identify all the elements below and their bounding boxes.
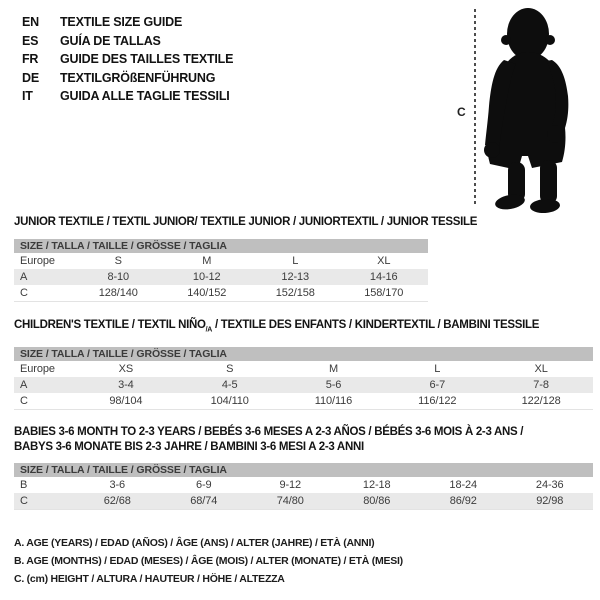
row-label: A — [14, 269, 74, 285]
row-label: Europe — [20, 255, 55, 267]
row-label: C — [20, 287, 28, 299]
lang-title: GUIDA ALLE TAGLIE TESSILI — [60, 89, 230, 104]
size-cell: 80/86 — [334, 493, 421, 510]
footnote-b: B. AGE (MONTHS) / EDAD (MESES) / ÂGE (MOIS) / ALTER (MONATE) / ETÀ (MESI) — [14, 555, 403, 567]
size-cell: 68/74 — [161, 493, 248, 510]
size-cell: 158/170 — [364, 287, 404, 299]
size-cell: 92/98 — [507, 493, 594, 510]
footnote-list — [14, 534, 403, 588]
lang-title: GUÍA DE TALLAS — [60, 33, 161, 48]
size-cell: L — [434, 363, 441, 375]
table-row — [14, 253, 428, 269]
children-title-post: / TEXTILE DES ENFANTS / KINDERTEXTIL / BAMBINI TESSILE — [212, 319, 540, 331]
lang-title: GUIDE DES TAILLES TEXTILE — [60, 52, 234, 67]
table-row — [14, 361, 593, 377]
junior-size-table — [14, 239, 428, 302]
size-header-bar: SIZE / TALLA / TAILLE / GRÖSSE / TAGLIA — [14, 463, 593, 477]
size-cell: 4-5 — [178, 377, 282, 393]
size-cell: 98/104 — [109, 395, 143, 407]
lang-row-it — [22, 87, 233, 106]
size-cell: 6-7 — [385, 377, 489, 393]
size-cell: 74/80 — [247, 493, 334, 510]
babies-table-title — [14, 425, 523, 455]
size-cell: XL — [534, 363, 548, 375]
table-row — [14, 269, 428, 285]
size-cell: 12-13 — [251, 269, 340, 285]
babies-size-table — [14, 463, 593, 510]
size-cell: XS — [118, 363, 134, 375]
lang-code: DE — [22, 70, 39, 85]
row-label: Europe — [20, 363, 55, 375]
size-cell: 10-12 — [163, 269, 252, 285]
footnote-c: C. (cm) HEIGHT / ALTURA / HAUTEUR / HÖHE / ALTEZZA — [14, 573, 285, 585]
children-title-sub: /A — [205, 326, 213, 334]
size-cell: 9-12 — [279, 479, 302, 491]
size-cell: 6-9 — [195, 479, 212, 491]
table-row — [14, 477, 593, 493]
toddler-silhouette-icon — [482, 4, 596, 214]
children-title-pre: CHILDREN'S TEXTILE / TEXTIL NIÑO — [14, 319, 206, 331]
size-cell: 8-10 — [74, 269, 163, 285]
size-cell: 128/140 — [98, 287, 138, 299]
size-cell: XL — [377, 255, 391, 267]
height-measure-label: C — [457, 105, 466, 119]
size-cell: L — [292, 255, 299, 267]
size-cell: 140/152 — [187, 287, 227, 299]
size-cell: 122/128 — [521, 395, 561, 407]
size-cell: S — [226, 363, 234, 375]
height-measure-line — [474, 9, 476, 207]
row-label: C — [20, 395, 28, 407]
size-cell: 3-6 — [109, 479, 126, 491]
size-cell: 152/158 — [275, 287, 315, 299]
row-label: A — [14, 377, 74, 393]
children-size-table — [14, 347, 593, 410]
size-cell: 86/92 — [420, 493, 507, 510]
table-row — [14, 493, 593, 510]
size-header-bar: SIZE / TALLA / TAILLE / GRÖSSE / TAGLIA — [14, 239, 428, 253]
babies-title-line-2: BABYS 3-6 MONATE BIS 2-3 JAHRE / BAMBINI 3-6 MESI A 2-3 ANNI — [14, 441, 364, 453]
size-cell: S — [114, 255, 122, 267]
size-cell: 110/116 — [314, 395, 353, 407]
lang-title: TEXTILGRÖßENFÜHRUNG — [60, 70, 216, 85]
size-cell: 62/68 — [74, 493, 161, 510]
lang-title: TEXTILE SIZE GUIDE — [60, 15, 183, 29]
size-cell: 116/122 — [418, 395, 457, 407]
size-cell: 7-8 — [489, 377, 593, 393]
babies-title-line-1: BABIES 3-6 MONTH TO 2-3 YEARS / BEBÉS 3-6 MESES A 2-3 AÑOS / BÉBÉS 3-6 MOIS À 2-3 ANS / — [14, 426, 524, 438]
lang-row-en — [22, 13, 233, 32]
table-row — [14, 377, 593, 393]
lang-row-es — [22, 32, 233, 51]
footnote-a: A. AGE (YEARS) / EDAD (AÑOS) / ÂGE (ANS) / ALTER (JAHRE) / ETÀ (ANNI) — [14, 537, 375, 549]
size-cell: 104/110 — [210, 395, 249, 407]
size-cell: 5-6 — [282, 377, 386, 393]
junior-table-title: JUNIOR TEXTILE / TEXTIL JUNIOR/ TEXTILE JUNIOR / JUNIORTEXTIL / JUNIOR TESSILE — [14, 216, 478, 228]
lang-code: ES — [22, 33, 39, 48]
row-label: C — [14, 493, 74, 510]
children-table-title — [14, 318, 539, 337]
lang-code: IT — [22, 89, 33, 104]
size-cell: 3-4 — [74, 377, 178, 393]
size-cell: 24-36 — [535, 479, 564, 491]
lang-code: FR — [22, 52, 39, 67]
lang-row-de — [22, 69, 233, 88]
language-title-list — [22, 13, 233, 106]
size-cell: M — [328, 363, 339, 375]
size-cell: 18-24 — [449, 479, 478, 491]
lang-row-fr — [22, 50, 233, 69]
size-header-bar: SIZE / TALLA / TAILLE / GRÖSSE / TAGLIA — [14, 347, 593, 361]
row-label: B — [20, 479, 28, 491]
size-cell: 14-16 — [340, 269, 429, 285]
table-row — [14, 285, 428, 302]
lang-code: EN — [22, 15, 39, 29]
size-cell: 12-18 — [362, 479, 391, 491]
table-row — [14, 393, 593, 410]
size-cell: M — [202, 255, 212, 267]
